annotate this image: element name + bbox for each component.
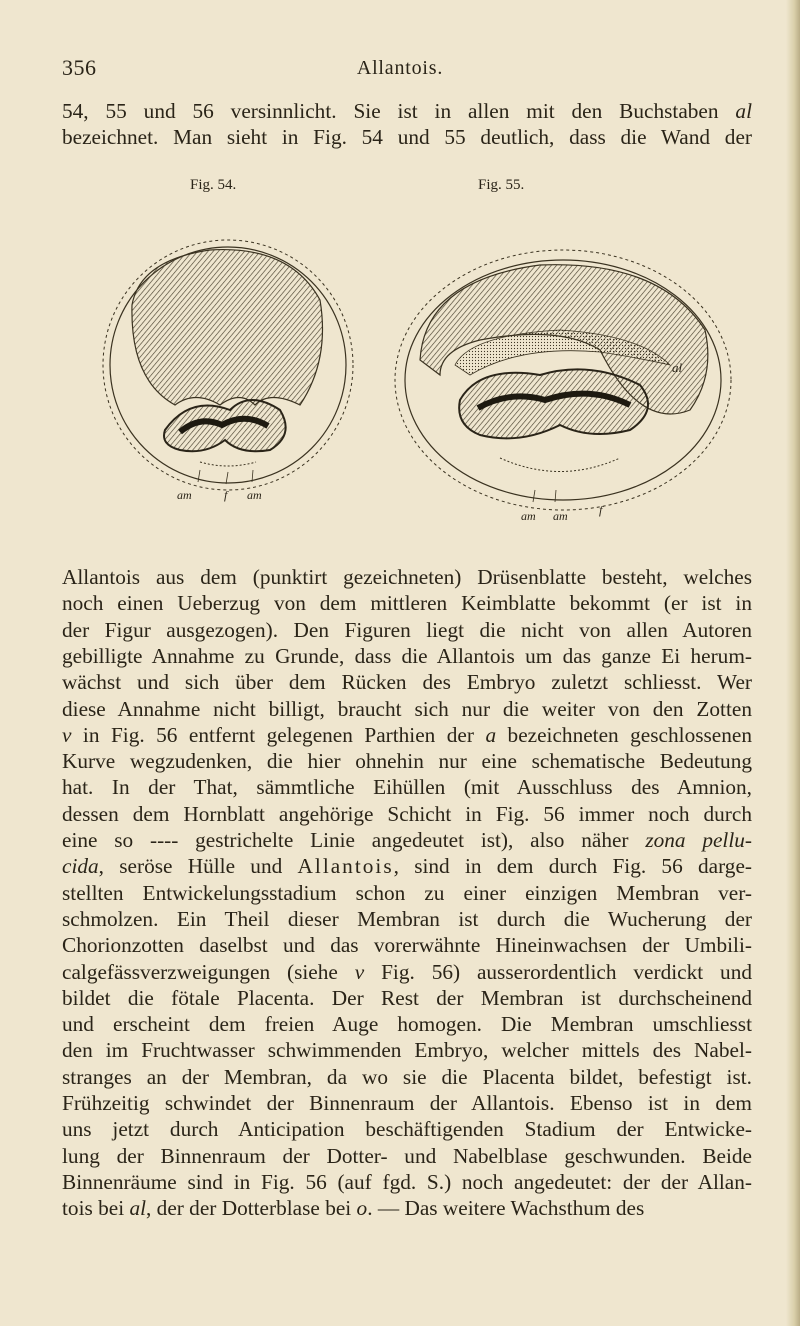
fig54-label-am-left: am — [177, 488, 192, 502]
fig54-label-am-right: am — [247, 488, 262, 502]
body-line: bildet die fötale Placenta. Der Rest der Membran ist durchscheinend — [62, 985, 752, 1010]
running-title: Allantois. — [356, 57, 444, 79]
body-line: hat. In der That, sämmtliche Eihüllen (mit Ausschluss des Amnion, — [62, 775, 752, 800]
intro-line-1: 54, 55 und 56 versinnlicht. Sie ist in allen mit den Buchstaben al — [62, 99, 752, 123]
fig54-caption: Fig. 54. — [190, 177, 237, 193]
intro-line-2: bezeichnet. Man sieht in Fig. 54 und 55 deutlich, dass die Wand der — [62, 125, 752, 149]
body-line: Chorionzotten daselbst und das vorerwähnte Hineinwachsen der Umbili- — [62, 933, 752, 958]
intro-letter-al: al — [735, 99, 752, 123]
fig55-label-am-left: am — [521, 509, 536, 523]
body-line: gebilligte Annahme zu Grunde, dass die Allantois um das ganze Ei herum- — [62, 643, 752, 668]
body-line: uns jetzt durch Anticipation beschäftigenden Stadium der Entwicke- — [62, 1117, 752, 1142]
body-line: Allantois aus dem (punktirt gezeichneten) Drüsenblatte besteht, welches — [62, 565, 752, 589]
page-number: 356 — [62, 55, 97, 80]
fig55-caption: Fig. 55. — [478, 177, 525, 193]
fig54-diagram — [103, 240, 353, 490]
body-line: calgefässverzweigungen (siehe v Fig. 56) ausserordentlich verdickt und — [62, 959, 752, 984]
body-line: stranges an der Membran, da wo sie die Placenta bildet, befestigt ist. — [62, 1064, 752, 1089]
page-edge-shadow — [786, 0, 800, 1326]
body-line: und erscheint dem freien Auge homogen. Die Membran umschliesst — [62, 1012, 752, 1037]
body-line: noch einen Ueberzug von dem mittleren Keimblatte bekommt (er ist in — [62, 591, 752, 616]
fig55-label-al: al — [672, 360, 683, 375]
body-line: stellten Entwickelungsstadium schon zu einer einzigen Membran ver- — [62, 880, 752, 905]
body-line: der Figur ausgezogen). Den Figuren liegt die nicht von allen Autoren — [62, 617, 752, 642]
fig55-label-f: f — [599, 503, 603, 517]
fig55-label-am-right: am — [553, 509, 568, 523]
body-line: eine so ---- gestrichelte Linie angedeutet ist), also näher zona pellu- — [62, 828, 753, 852]
body-line: v in Fig. 56 entfernt gelegenen Parthien der a bezeichneten geschlossenen — [62, 722, 752, 747]
body-line: schmolzen. Ein Theil dieser Membran ist durch die Wucherung der — [62, 906, 752, 931]
body-line: cida, seröse Hülle und Allantois, sind in dem durch Fig. 56 darge- — [62, 854, 752, 879]
fig55-diagram — [395, 250, 731, 510]
body-line: den im Fruchtwasser schwimmenden Embryo, welcher mittels des Nabel- — [62, 1038, 752, 1063]
fig54-label-f: f — [224, 488, 228, 502]
embryo-diagrams — [0, 200, 800, 540]
body-line: Binnenräume sind in Fig. 56 (auf fgd. S.) noch angedeutet: der der Allan- — [62, 1169, 752, 1194]
page-header — [0, 55, 800, 83]
body-line: dessen dem Hornblatt angehörige Schicht in Fig. 56 immer noch durch — [62, 801, 752, 826]
body-line: wächst und sich über dem Rücken des Embryo zuletzt schliesst. Wer — [62, 670, 752, 695]
body-line: tois bei al, der der Dotterblase bei o. — Das weitere Wachsthum des — [62, 1196, 645, 1221]
body-line: diese Annahme nicht billigt, braucht sich nur die weiter von den Zotten — [62, 696, 752, 721]
body-line: Kurve wegzudenken, die hier ohnehin nur eine schematische Bedeutung — [62, 749, 752, 774]
body-line: lung der Binnenraum der Dotter- und Nabelblase geschwunden. Beide — [62, 1143, 752, 1168]
body-line: Frühzeitig schwindet der Binnenraum der Allantois. Ebenso ist in dem — [62, 1091, 752, 1115]
